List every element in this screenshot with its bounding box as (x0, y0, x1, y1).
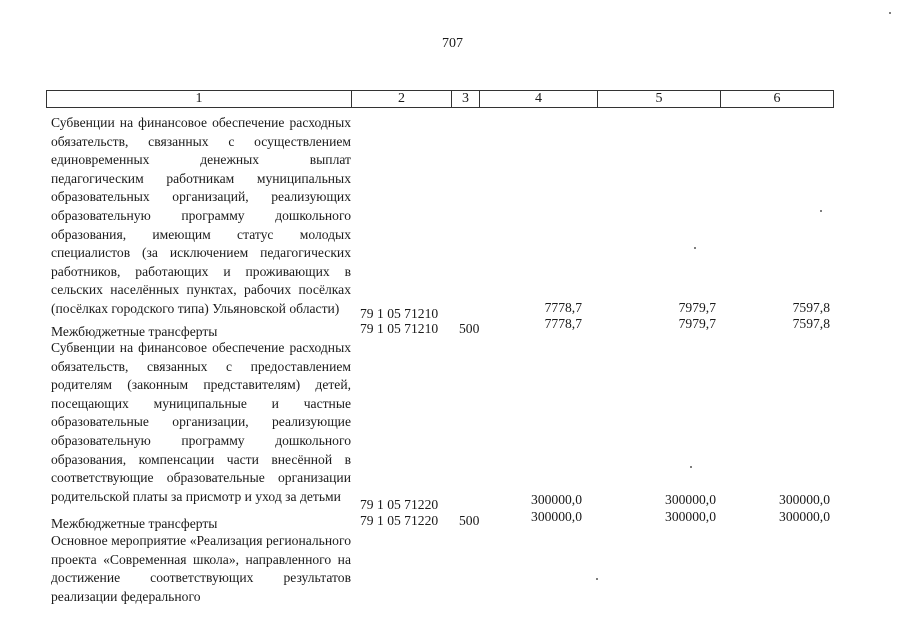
row-2-expense-type: 500 (459, 321, 480, 336)
row-1-description: Субвенции на финансовое обеспечение расходных обязательств, связанных с осуществлением единовременных денежных выплат педагогическим работникам муниципальных образовательных организаций, реализующих образовательную программу дошкольного образования, имеющим статус молодых специалистов (за исключением педагогических работников, работающих и проживающих в сельских населённых пунктах, рабочих посёлках (посёлках городского типа) Ульяновской области) (51, 115, 351, 316)
row-4-value-col4: 300000,0 (531, 509, 582, 524)
row-2-value-col5: 7979,7 (678, 316, 716, 331)
row-3-value-col6: 300000,0 (779, 492, 830, 507)
column-header-row (47, 91, 834, 108)
column-header-1: 1 (47, 91, 352, 108)
row-1-code: 79 1 05 71210 (360, 306, 439, 321)
page-number: 707 (442, 36, 463, 51)
row-4-value-col6: 300000,0 (779, 509, 830, 524)
column-header-2: 2 (352, 91, 452, 108)
scan-speck (690, 466, 692, 468)
scan-speck (820, 210, 822, 212)
column-header-5: 5 (598, 91, 721, 108)
scan-speck (889, 12, 891, 14)
row-4-expense-type: 500 (459, 513, 480, 528)
column-header-6: 6 (721, 91, 834, 108)
row-2-description: Межбюджетные трансферты (51, 324, 218, 339)
row-3-description: Субвенции на финансовое обеспечение расходных обязательств, связанных с предоставлением родителям (законным представителям) детей, посещающих муниципальные и частные образовательные организации, реализующие образовательную программу дошкольного образования, компенсации части внесённой в соответствующие образовательные организации родительской платы за присмотр и уход за детьми (51, 340, 351, 504)
column-header-table (46, 90, 834, 108)
row-3-code: 79 1 05 71220 (360, 497, 439, 512)
column-header-4: 4 (480, 91, 598, 108)
row-1-value-col6: 7597,8 (792, 300, 830, 315)
row-2-code: 79 1 05 71210 (360, 321, 439, 336)
scan-speck (596, 578, 598, 580)
row-4-code: 79 1 05 71220 (360, 513, 439, 528)
row-1-value-col5: 7979,7 (678, 300, 716, 315)
row-1-value-col4: 7778,7 (544, 300, 582, 315)
column-header-3: 3 (452, 91, 480, 108)
row-3-value-col5: 300000,0 (665, 492, 716, 507)
row-2-value-col4: 7778,7 (544, 316, 582, 331)
scan-speck (694, 247, 696, 249)
row-4-description: Межбюджетные трансферты (51, 516, 218, 531)
row-4-value-col5: 300000,0 (665, 509, 716, 524)
row-3-value-col4: 300000,0 (531, 492, 582, 507)
row-5-description: Основное мероприятие «Реализация регионального проекта «Современная школа», направленного на достижение соответствующих результатов реализации федерального (51, 533, 351, 604)
row-2-value-col6: 7597,8 (792, 316, 830, 331)
